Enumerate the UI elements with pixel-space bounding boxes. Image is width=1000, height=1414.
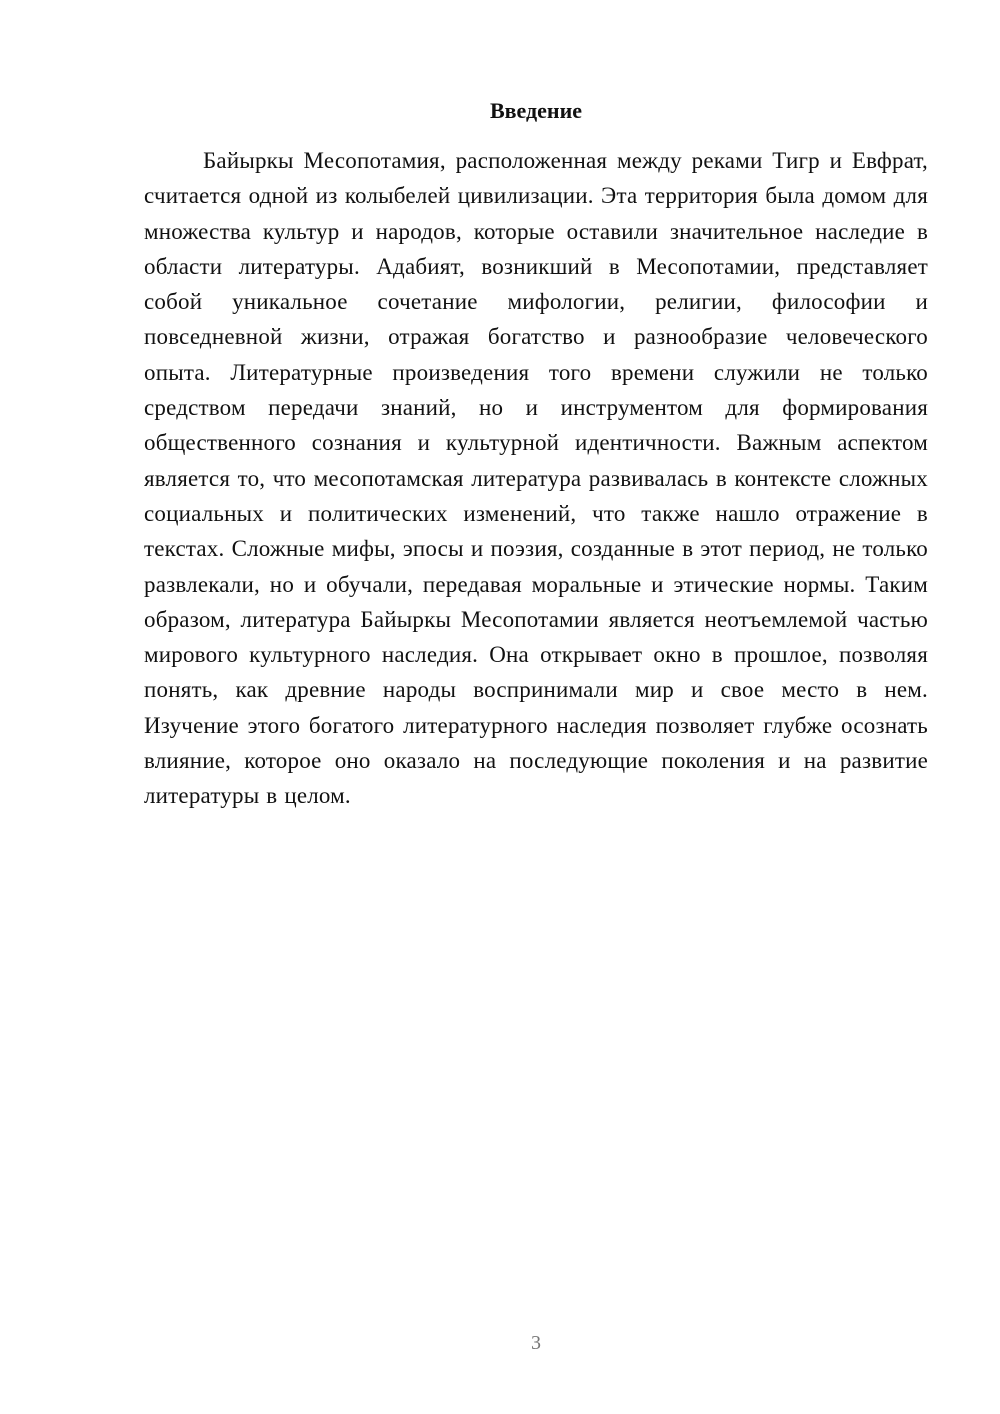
section-heading: Введение bbox=[489, 98, 583, 123]
body-paragraph: Байыркы Месопотамия, расположенная между реками Тигр и Евфрат, считается одной из колыбелей цивилизации. Эта территория была домом для множества культур и народов, которые оставили значительное наследие в области литературы. Адабият, возникший в Месопотамии, представляет собой уникальное сочетание мифологии, религии, философии и повседневной жизни, отражая богатство и разнообразие человеческого опыта. Литературные произведения того времени служили не только средством передачи знаний, но и инструментом для формирования общественного сознания и культурной идентичности. Важным аспектом является то, что месопотамская литература развивалась в контексте сложных социальных и политических изменений, что также нашло отражение в текстах. Сложные мифы, эпосы и поэзия, созданные в этот период, не только развлекали, но и обучали, передавая моральные и этические нормы. Таким образом, литература Байыркы Месопотамии является неотъемлемой частью мирового культурного наследия. Она открывает окно в прошлое, позволяя понять, как древние народы воспринимали мир и свое место в нем. Изучение этого богатого литературного наследия позволяет глубже осознать влияние, которое оно оказало на последующие поколения и на развитие литературы в целом. bbox=[144, 148, 928, 809]
page-number: 3 bbox=[531, 1332, 541, 1354]
